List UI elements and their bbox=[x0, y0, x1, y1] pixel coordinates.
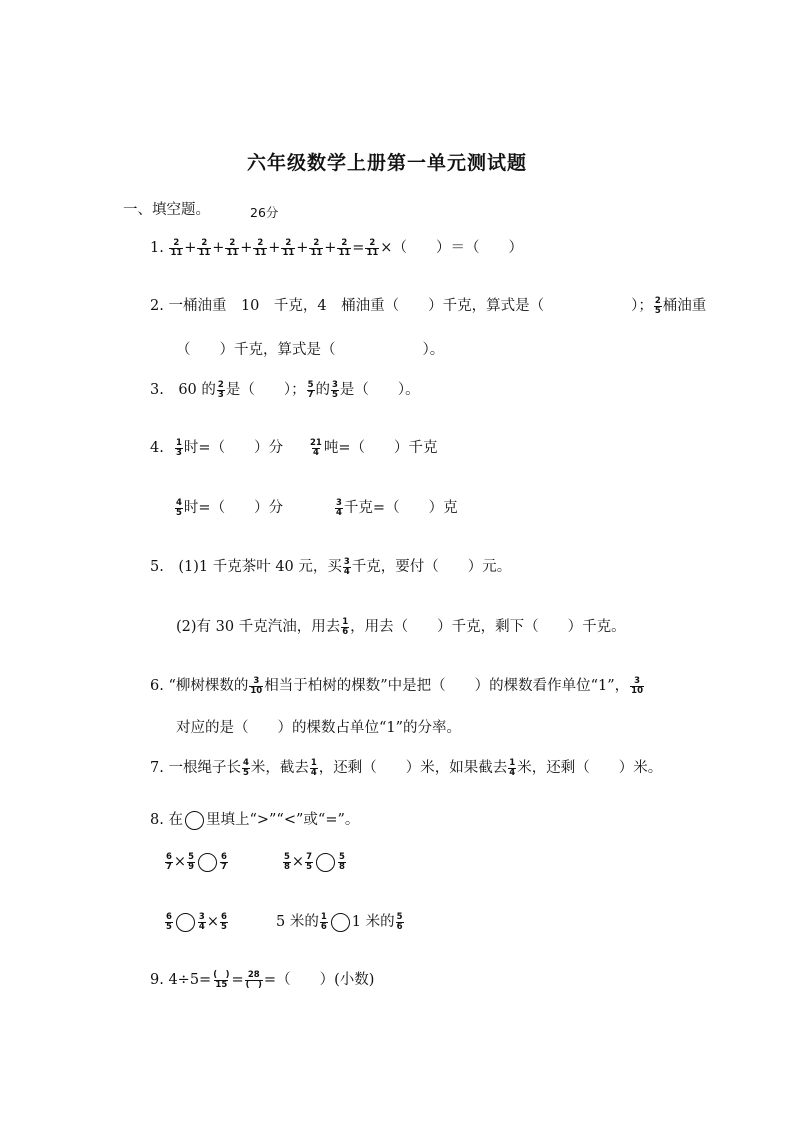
question-5-part2 bbox=[176, 617, 626, 637]
page-title: 六年级数学上册第一单元测试题 bbox=[247, 152, 528, 174]
question-6-line1 bbox=[150, 676, 645, 696]
q7-text-d: 米，还剩（ ）米。 bbox=[517, 760, 663, 776]
q4-d-text: 千克=（ ）克 bbox=[343, 500, 458, 516]
q4-item-c bbox=[174, 498, 283, 518]
q6-text-b: 相当于柏树的棵数”中是把（ ）的棵数看作单位“1”， bbox=[264, 678, 630, 694]
fraction: $\frac{4}{5}$ bbox=[242, 757, 249, 778]
q4-item-d bbox=[334, 498, 458, 518]
plus-sign: + bbox=[296, 240, 309, 256]
fraction: $\frac{2}{11}$ bbox=[310, 237, 323, 258]
fraction: $\frac{5}{8}$ bbox=[284, 851, 290, 872]
fraction: $\frac{4}{5}$ bbox=[176, 497, 182, 518]
fraction: $\frac{3}{4}$ bbox=[343, 556, 350, 577]
fraction: $\frac{7}{5}$ bbox=[306, 851, 312, 872]
q5-p2-text-b: ，用去（ ）千克，剩下（ ）千克。 bbox=[350, 619, 626, 635]
fraction: $\frac{5}{9}$ bbox=[188, 851, 194, 872]
question-2-line1 bbox=[150, 296, 706, 316]
fraction: $\frac{1}{6}$ bbox=[342, 616, 349, 637]
fraction: $\frac{2}{3}$ bbox=[217, 379, 224, 400]
question-1 bbox=[150, 238, 523, 258]
fraction: $\frac{( )}{15}$ bbox=[213, 969, 230, 990]
plus-sign: + bbox=[240, 240, 253, 256]
q9-text-b: =（ ）(小数) bbox=[263, 972, 375, 988]
q8-text: 8. 在 bbox=[150, 812, 183, 828]
compare-circle[interactable] bbox=[176, 913, 195, 932]
q5-p1-text: 5. (1)1 千克茶叶 40 元，买 bbox=[150, 559, 342, 575]
fraction: $\frac{2}{11}$ bbox=[198, 237, 211, 258]
fraction: $\frac{2}{11}$ bbox=[254, 237, 267, 258]
compare-circle[interactable] bbox=[331, 913, 350, 932]
fraction: $\frac{2}{5}$ bbox=[654, 295, 661, 316]
section-score: 26分 bbox=[250, 205, 279, 220]
fraction: $\frac{6}{7}$ bbox=[166, 851, 172, 872]
fraction: $\frac{5}{7}$ bbox=[307, 379, 314, 400]
q4-c-text: 时=（ ）分 bbox=[183, 500, 284, 516]
section-heading: 一、填空题。 bbox=[123, 202, 210, 218]
q2-text: 2. 一桶油重 10 千克，4 桶油重（ ）千克，算式是（ ）； bbox=[150, 298, 653, 314]
plus-sign: + bbox=[184, 240, 197, 256]
q7-text-b: 米，截去 bbox=[250, 760, 309, 776]
q4-a-text: 时=（ ）分 bbox=[183, 440, 284, 456]
fraction: $\frac{1}{6}$ bbox=[320, 911, 327, 932]
fraction: $\frac{1}{4}$ bbox=[310, 757, 317, 778]
q8-row1-right bbox=[282, 852, 347, 872]
q5-p1-text-b: 千克，要付（ ）元。 bbox=[351, 559, 512, 575]
q6-text: 6. “柳树棵数的 bbox=[150, 678, 249, 694]
times-sign: × bbox=[291, 854, 305, 870]
fraction: $\frac{1}{4}$ bbox=[509, 757, 516, 778]
question-2-line2: （ ）千克，算式是（ ）。 bbox=[176, 342, 445, 358]
plus-sign: + bbox=[268, 240, 281, 256]
fraction: $\frac{5}{6}$ bbox=[396, 911, 403, 932]
q2-text-b: 桶油重 bbox=[662, 298, 707, 314]
fraction: $\frac{6}{5}$ bbox=[166, 911, 172, 932]
q1-answer-blanks: ×（ ）＝（ ） bbox=[380, 240, 523, 256]
compare-circle[interactable] bbox=[316, 853, 335, 872]
q8-row2-left bbox=[164, 912, 229, 932]
fraction: $\frac{3}{4}$ bbox=[198, 911, 205, 932]
fraction: $\frac{3}{10}$ bbox=[250, 675, 263, 696]
compare-circle[interactable] bbox=[198, 853, 217, 872]
fraction: $\frac{3}{10}$ bbox=[631, 675, 644, 696]
q8-row1-left bbox=[164, 852, 229, 872]
q3-text-b: 是（ ）； bbox=[225, 382, 306, 398]
fraction: $\frac{2}{11}$ bbox=[282, 237, 295, 258]
times-sign: × bbox=[206, 914, 219, 930]
q9-text: 9. 4÷5= bbox=[150, 972, 212, 988]
question-8 bbox=[150, 810, 359, 830]
equals-sign: = bbox=[231, 972, 244, 988]
fraction: $\frac{2}{11}$ bbox=[170, 237, 183, 258]
fraction: $\frac{2}{11}$ bbox=[338, 237, 351, 258]
q4-b-text: 吨=（ ）千克 bbox=[323, 440, 438, 456]
plus-sign: + bbox=[324, 240, 337, 256]
q5-p2-text: (2)有 30 千克汽油，用去 bbox=[176, 619, 341, 635]
q1-number: 1. bbox=[150, 240, 164, 256]
fraction: $\frac{2}{11}$ bbox=[226, 237, 239, 258]
q4-number: 4. bbox=[150, 440, 164, 456]
q8-text-b: 里填上“>”“<”或“=”。 bbox=[205, 812, 360, 828]
blank-circle[interactable] bbox=[185, 811, 204, 830]
fraction: $\frac{3}{4}$ bbox=[336, 497, 342, 518]
times-sign: × bbox=[173, 854, 187, 870]
fraction: $\frac{6}{5}$ bbox=[221, 911, 227, 932]
fraction: $\frac{6}{7}$ bbox=[221, 851, 227, 872]
fraction: $\frac{1}{3}$ bbox=[176, 437, 182, 458]
q8-r2-text-b: 1 米的 bbox=[351, 914, 395, 930]
q3-text: 3. 60 的 bbox=[150, 382, 216, 398]
q7-text: 7. 一根绳子长 bbox=[150, 760, 241, 776]
fraction: $\frac{3}{5}$ bbox=[332, 379, 338, 400]
q8-r2-text: 5 米的 bbox=[276, 914, 319, 930]
q3-text-c: 的 bbox=[315, 382, 330, 398]
question-3 bbox=[150, 380, 420, 400]
equals-sign: = bbox=[352, 240, 365, 256]
fraction: $\frac{2}{11}$ bbox=[366, 237, 379, 258]
plus-sign: + bbox=[212, 240, 225, 256]
fraction: $\frac{21}{4}$ bbox=[310, 437, 322, 458]
question-9 bbox=[150, 970, 374, 990]
q8-row2-right bbox=[276, 912, 405, 932]
question-6-line2: 对应的是（ ）的棵数占单位“1”的分率。 bbox=[176, 720, 462, 736]
question-5-part1 bbox=[150, 557, 511, 577]
q4-item-b bbox=[308, 438, 438, 458]
q4-item-a bbox=[174, 438, 283, 458]
fraction: $\frac{5}{8}$ bbox=[339, 851, 345, 872]
q3-text-d: 是（ ）。 bbox=[339, 382, 420, 398]
fraction: $\frac{28}{( )}$ bbox=[245, 969, 262, 990]
question-7 bbox=[150, 758, 662, 778]
q7-text-c: ，还剩（ ）米，如果截去 bbox=[318, 760, 508, 776]
